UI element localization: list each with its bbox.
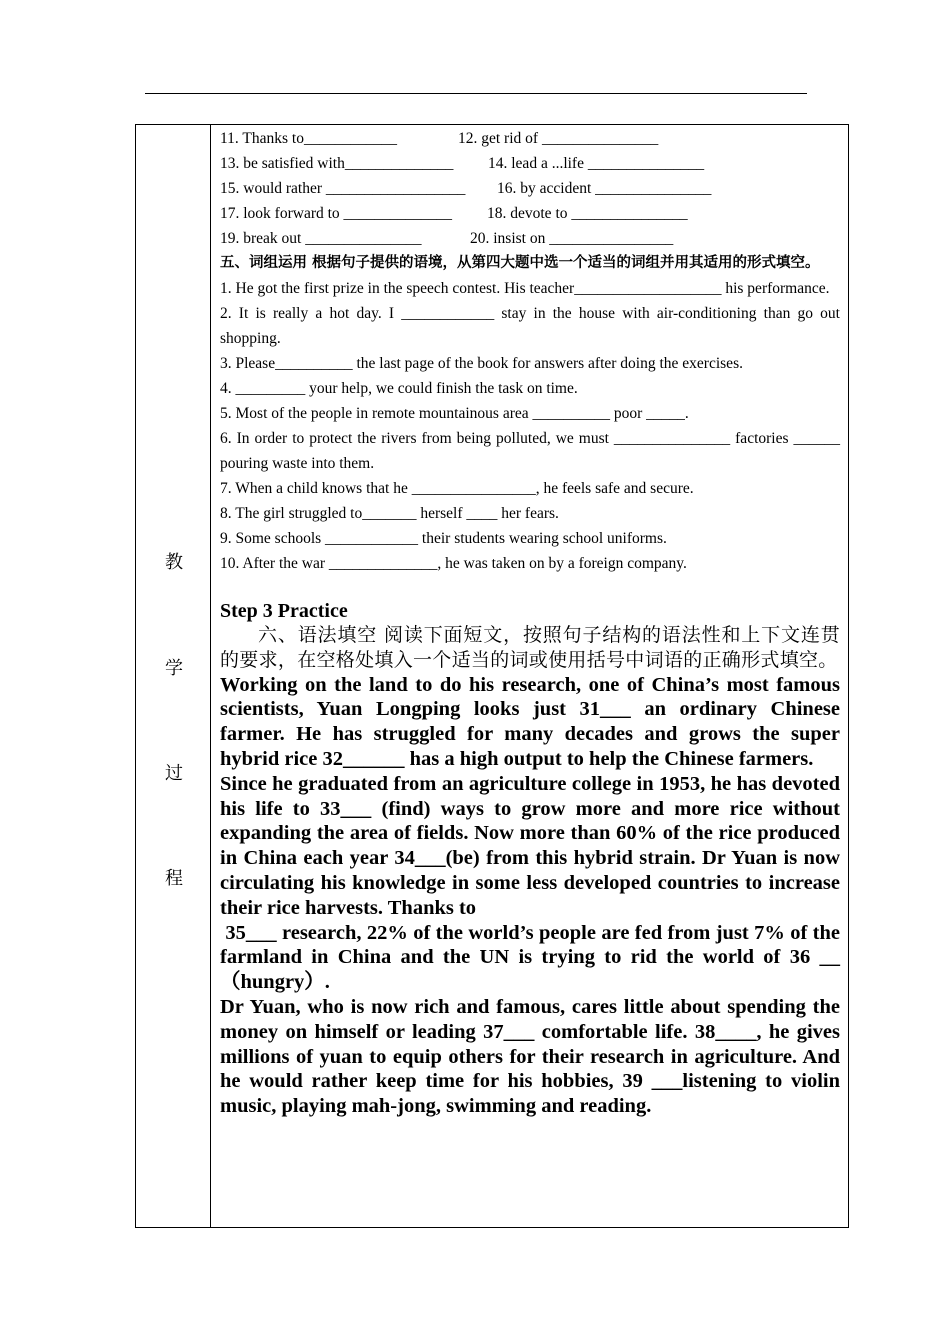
- phrase-row: [220, 201, 840, 226]
- reading-passage: [220, 673, 846, 1119]
- passage-paragraph: Since he graduated from an agriculture college in 1953, he has devoted his life to 33___ (find) ways to grow more and more rice without expanding the area of fields. Now more than 60% of the rice produced in China each year 34___(be) from this hybrid strain. Dr Yuan is now circulating his knowledge in some less developed countries to increase their rice harvests. Thanks to: [220, 772, 840, 919]
- phrase-item: 12. get rid of _______________: [458, 130, 659, 147]
- section5-questions: [220, 276, 840, 576]
- section6-instruction: 六、语法填空 阅读下面短文，按照句子结构的语法性和上下文连贯的要求，在空格处填入一个适当的词或使用括号中词语的正确形式填空。: [220, 624, 840, 671]
- question-item: 8. The girl struggled to_______ herself ____ her fears.: [220, 505, 559, 522]
- step3-heading: Step 3 Practice: [220, 600, 348, 622]
- side-label-char-1: 教: [165, 552, 183, 573]
- question-item: 1. He got the first prize in the speech contest. His teacher___________________ his performance.: [220, 280, 830, 297]
- phrase-item: 20. insist on ________________: [470, 230, 674, 247]
- header-rule: [145, 93, 807, 94]
- section5-title: 五、词组运用 根据句子提供的语境，从第四大题中选一个适当的词组并用其适用的形式填空。: [220, 255, 820, 271]
- passage-paragraph: Working on the land to do his research, one of China’s most famous scientists, Yuan Longping looks just 31___ an ordinary Chinese farmer. He has struggled for many decades and grows the super hybrid rice 32______ has a high output to help the Chinese farmers.: [220, 673, 840, 770]
- phrase-item: 13. be satisfied with______________: [220, 155, 454, 172]
- question-item: 9. Some schools ____________ their students wearing school uniforms.: [220, 530, 667, 547]
- question-item: 10. After the war ______________, he was taken on by a foreign company.: [220, 555, 687, 572]
- question-item: 6. In order to protect the rivers from being polluted, we must _______________ factories ______ pouring waste into them.: [220, 430, 840, 472]
- question-item: 5. Most of the people in remote mountainous area __________ poor _____.: [220, 405, 689, 422]
- phrase-item: 15. would rather __________________: [220, 180, 466, 197]
- phrase-row: [220, 151, 840, 176]
- phrase-item: 11. Thanks to____________: [220, 130, 397, 147]
- phrase-item: 16. by accident _______________: [497, 180, 712, 197]
- side-label-char-4: 程: [165, 868, 183, 889]
- question-item: 7. When a child knows that he ________________, he feels safe and secure.: [220, 480, 694, 497]
- phrase-item: 19. break out _______________: [220, 230, 422, 247]
- table-column-divider: [210, 124, 211, 1228]
- phrase-item: 17. look forward to ______________: [220, 205, 453, 222]
- side-label-char-3: 过: [165, 763, 183, 784]
- phrase-item: 18. devote to _______________: [487, 205, 688, 222]
- phrase-list: [220, 126, 840, 251]
- phrase-row: [220, 226, 840, 251]
- side-label-char-2: 学: [165, 658, 183, 679]
- passage-paragraph: 35___ research, 22% of the world’s people are fed from just 7% of the farmland in China and the UN is trying to rid the world of 36 __ （hungry）.: [220, 921, 846, 994]
- question-item: 2. It is really a hot day. I ____________ stay in the house with air-conditioning than go out shopping.: [220, 305, 840, 347]
- lesson-content: [220, 126, 846, 1119]
- question-item: 4. _________ your help, we could finish the task on time.: [220, 380, 578, 397]
- phrase-item: 14. lead a ...life _______________: [488, 155, 705, 172]
- phrase-row: [220, 176, 840, 201]
- question-item: 3. Please__________ the last page of the book for answers after doing the exercises.: [220, 355, 743, 372]
- phrase-row: [220, 126, 840, 151]
- passage-paragraph: Dr Yuan, who is now rich and famous, cares little about spending the money on himself or leading 37___ comfortable life. 38____, he gives millions of yuan to equip others for their research in agriculture. And he would rather keep time for his hobbies, 39 ___listening to violin music, playing mah-jong, swimming and reading.: [220, 995, 840, 1118]
